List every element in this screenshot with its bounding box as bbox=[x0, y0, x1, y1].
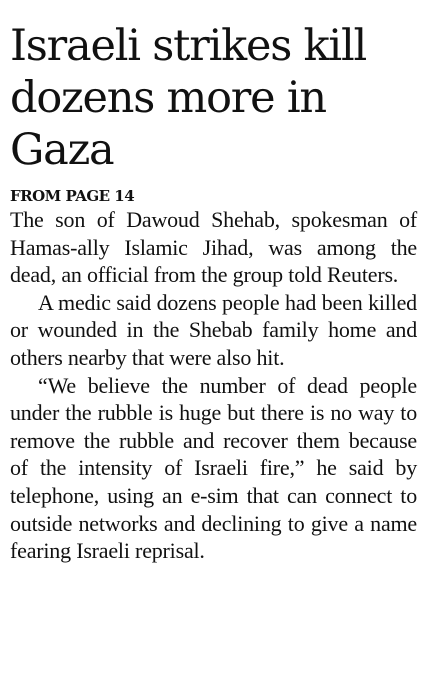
continued-from-label: FROM PAGE 14 bbox=[10, 187, 135, 205]
paragraph-3: “We believe the number of dead people under the rubble is huge but there is no way to remove the rubble and recover them because of the intensity of Israeli fire,” he said by telephone, using an e-sim that can connect to outside networks and declining to give a name fearing Israeli reprisal. bbox=[10, 372, 417, 564]
article-body bbox=[10, 206, 417, 565]
news-article bbox=[10, 20, 417, 565]
paragraph-1: The son of Dawoud Shehab, spokesman of Hamas-ally Islamic Jihad, was among the dead, an official from the group told Reuters. bbox=[10, 207, 417, 288]
paragraph-2: A medic said dozens people had been killed or wounded in the Shebab family home and others nearby that were also hit. bbox=[10, 289, 417, 370]
headline: Israeli strikes kill dozens more in Gaza bbox=[10, 21, 367, 175]
